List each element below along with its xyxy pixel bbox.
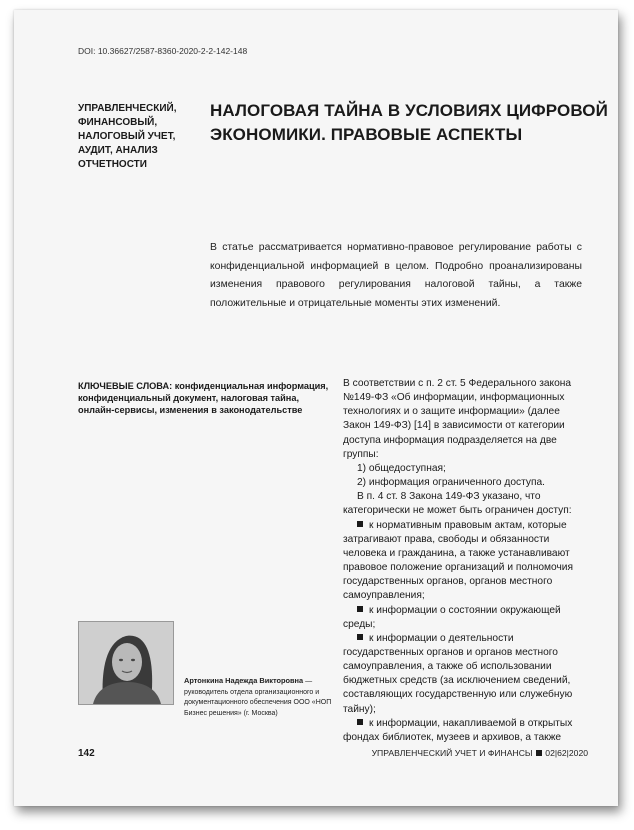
separator-square-icon [536,750,542,756]
section-heading [78,102,188,172]
abstract: В статье рассматривается нормативно-правовое регулирование работы с конфиденциальной информацией в целом. Подробно проанализированы изменения правового регулирования налоговой тайны, а также положительные и отрицательные моменты этих изменений. [210,242,582,309]
doi-line: DOI: 10.36627/2587-8360-2020-2-2-142-148 [78,46,248,56]
article-body [343,377,587,745]
author-caption [184,676,334,719]
bullet-item [343,717,587,745]
author-description: — руководитель отдела организационного и документационного обеспечения ООО «НОП Бизнес решения» (г. Москва) [184,678,332,717]
keywords-label: КЛЮЧЕВЫЕ СЛОВА: [78,381,173,391]
bullet-square-icon [357,521,363,527]
bullet-text: к нормативным правовым актам, которые затрагивают права, свободы и обязанности человека и гражданина, а также устанавливают правовое положение организаций и полномочия государственных органов, органов местного самоуправления; [343,519,573,602]
bullet-text: к информации о состоянии окружающей среды; [343,604,561,630]
author-photo [78,621,174,705]
body-paragraph: В соответствии с п. 2 ст. 5 Федерального закона №149-ФЗ «Об информации, информационных технологиях и о защите информации» (далее Закон 149-ФЗ) [14] в зависимости от категории доступа информация подразделяется на две группы: [343,378,572,460]
author-portrait-icon [79,622,173,704]
journal-name: УПРАВЛЕНЧЕСКИЙ УЧЕТ И ФИНАНСЫ [371,748,533,758]
body-paragraph: 1) общедоступная; [357,462,446,474]
title-line: НАЛОГОВАЯ ТАЙНА В УСЛОВИЯХ ЦИФРОВОЙ [210,101,608,120]
bullet-square-icon [357,634,363,640]
title-line: ЭКОНОМИКИ. ПРАВОВЫЕ АСПЕКТЫ [210,125,523,144]
journal-footer [354,748,588,758]
author-name: Артонкина Надежда Викторовна [184,676,304,685]
bullet-item [343,604,587,632]
page-number: 142 [78,748,95,759]
bullet-text: к информации, накапливаемой в открытых фондах библиотек, музеев и архивов, а также [343,717,573,743]
bullet-square-icon [357,606,363,612]
issue-number: 02|62|2020 [545,748,588,758]
keywords-text: конфиденциальная информация, конфиденциальный документ, налоговая тайна, онлайн-сервисы, изменения в законодательстве [78,381,329,416]
keywords-block [78,380,334,417]
bullet-text: к информации о деятельности государственных органов и органов местного самоуправления, а также об использовании бюджетных средств (за исключением сведений, составляющих государственную или служебную тайну); [343,632,573,715]
section-line: АУДИТ, АНАЛИЗ [78,145,158,156]
section-line: ОТЧЕТНОСТИ [78,159,147,170]
bullet-item [343,519,587,604]
body-paragraph: В п. 4 ст. 8 Закона 149-ФЗ указано, что категорически не может быть ограничен доступ: [343,491,572,517]
bullet-item [343,632,587,717]
section-line: УПРАВЛЕНЧЕСКИЙ, [78,103,177,114]
bullet-square-icon [357,719,363,725]
section-line: ФИНАНСОВЫЙ, [78,117,158,128]
article-title [210,99,610,147]
section-line: НАЛОГОВЫЙ УЧЕТ, [78,131,176,142]
body-paragraph: 2) информация ограниченного доступа. [357,477,545,489]
journal-page [14,10,618,806]
